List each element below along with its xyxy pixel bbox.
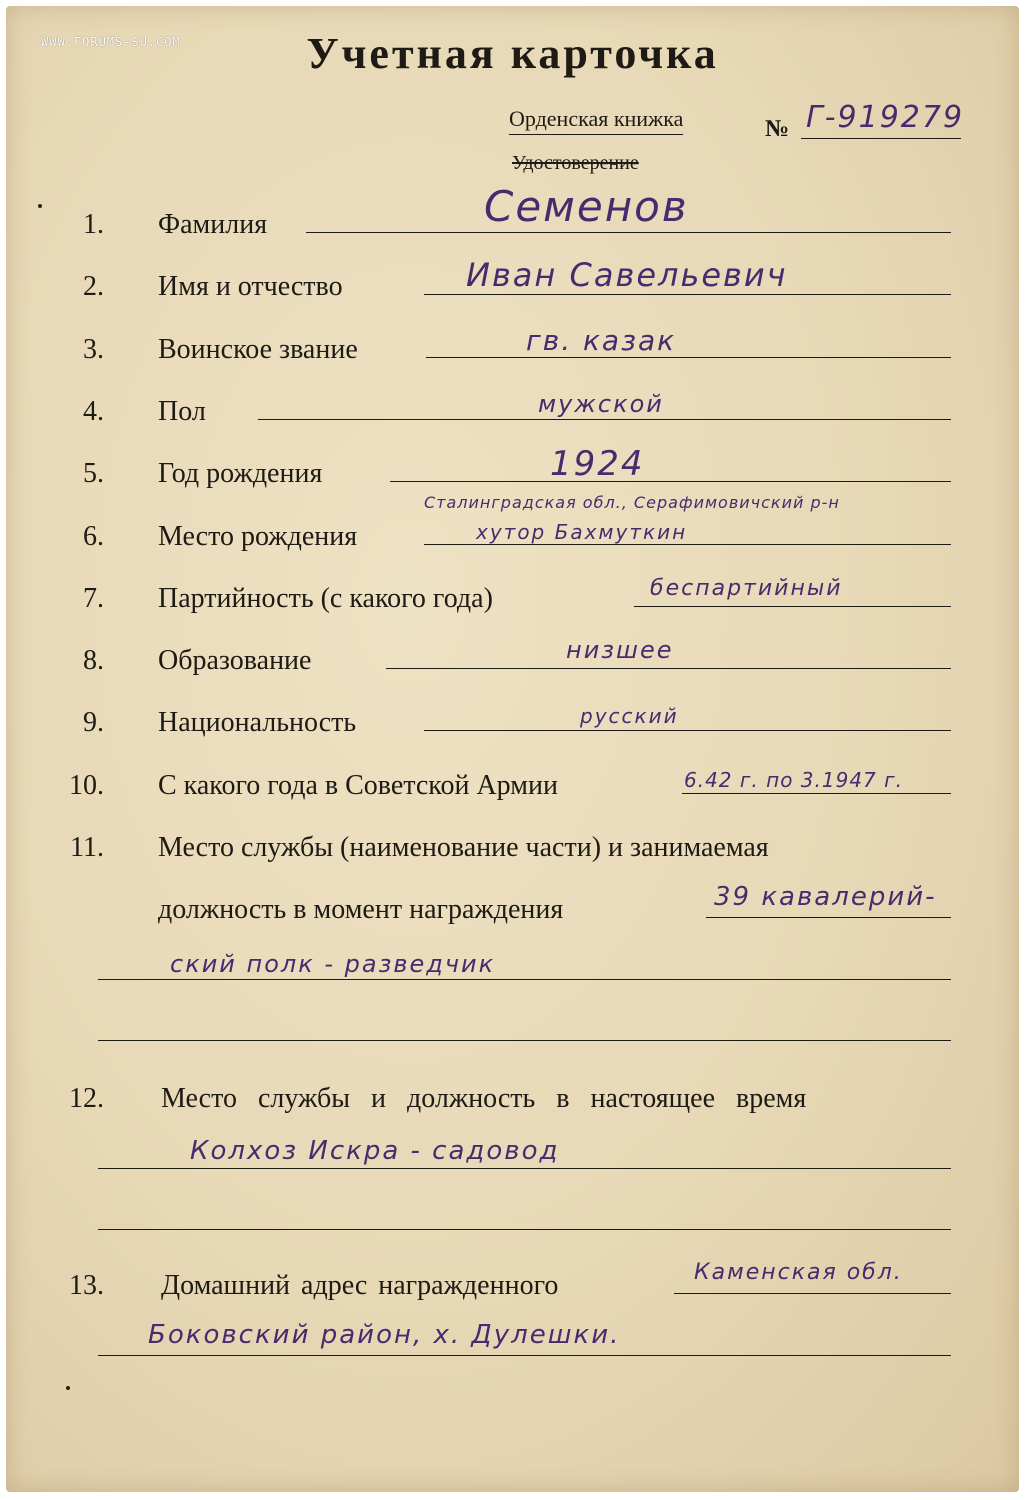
field-number: 12. — [69, 1083, 104, 1114]
watermark: WWW.FORUMS-SU.COM — [41, 35, 181, 49]
field-line — [306, 232, 951, 233]
field-label-service-place: Место службы (наименование части) и занимаемая — [158, 832, 769, 863]
field-number: 9. — [83, 707, 104, 738]
certificate-label: Удостоверение — [512, 152, 639, 174]
field-line — [426, 357, 951, 358]
field-label-name: Имя и отчество — [158, 271, 343, 302]
field-label-nationality: Национальность — [158, 707, 357, 738]
field-number: 1. — [83, 209, 104, 240]
field-label-birthplace: Место рождения — [158, 521, 358, 552]
card-title: Учетная карточка — [306, 29, 719, 78]
field-label-surname: Фамилия — [158, 209, 268, 240]
field-label-home-address: Домашний адрес награжденного — [161, 1270, 559, 1301]
field-line — [674, 1293, 951, 1294]
field-value-home-address: Каменская обл. — [694, 1260, 903, 1285]
field-value-rank: гв. казак — [526, 324, 677, 357]
field-line — [98, 1229, 951, 1230]
field-value-birthplace: хутор Бахмуткин — [476, 520, 688, 544]
field-number: 10. — [69, 770, 104, 801]
field-number: 2. — [83, 271, 104, 302]
field-label-birth-year: Год рождения — [158, 458, 323, 489]
field-label-education: Образование — [158, 645, 312, 676]
field-value-education: низшее — [566, 636, 674, 664]
field-number: 6. — [83, 521, 104, 552]
field-value-birthplace-region: Сталинградская обл., Серафимовичский р-н — [424, 493, 840, 512]
field-number: 5. — [83, 458, 104, 489]
field-line — [706, 917, 951, 918]
field-value-service-place: 39 кавалерий- — [714, 882, 937, 912]
field-value-sex: мужской — [538, 390, 664, 418]
field-value-surname: Семенов — [484, 182, 689, 231]
field-value-name: Иван Савельевич — [466, 256, 788, 294]
field-line — [424, 730, 951, 731]
field-value-home-address-2: Боковский район, х. Дулешки. — [148, 1320, 621, 1350]
field-number: 3. — [83, 334, 104, 365]
number-sign: № — [765, 116, 790, 142]
field-line — [98, 1355, 951, 1356]
field-number: 13. — [69, 1270, 104, 1301]
field-line — [386, 668, 951, 669]
field-line — [424, 544, 951, 545]
field-value-service-place-2: ский полк - разведчик — [170, 950, 496, 978]
field-value-nationality: русский — [580, 704, 679, 728]
field-value-army-since: 6.42 г. по 3.1947 г. — [684, 768, 903, 792]
field-value-party: беспартийный — [650, 576, 843, 601]
field-value-current-service: Колхоз Искра - садовод — [190, 1136, 560, 1166]
field-line — [98, 979, 951, 980]
paper-speck — [66, 1386, 70, 1390]
field-value-birth-year: 1924 — [550, 444, 645, 484]
field-label-party: Партийность (с какого года) — [158, 583, 493, 614]
field-line — [98, 1040, 951, 1041]
field-label-army-since: С какого года в Советской Армии — [158, 770, 558, 801]
field-label-rank: Воинское звание — [158, 334, 358, 365]
field-line — [424, 294, 951, 295]
field-line — [258, 419, 951, 420]
paper-speck — [38, 204, 42, 208]
field-number: 11. — [70, 832, 104, 863]
record-card — [6, 6, 1019, 1492]
order-book-number: Г-919279 — [806, 100, 965, 135]
field-line — [682, 793, 951, 794]
field-number: 7. — [83, 583, 104, 614]
field-label-service-place-2: должность в момент награждения — [158, 894, 564, 925]
field-line — [98, 1168, 951, 1169]
field-number: 8. — [83, 645, 104, 676]
number-underline — [801, 138, 961, 139]
field-label-current-service: Место службы и должность в настоящее время — [161, 1083, 807, 1114]
field-line — [390, 481, 951, 482]
order-book-label: Орденская книжка — [509, 106, 683, 135]
field-number: 4. — [83, 396, 104, 427]
field-label-sex: Пол — [158, 396, 206, 427]
field-line — [634, 606, 951, 607]
